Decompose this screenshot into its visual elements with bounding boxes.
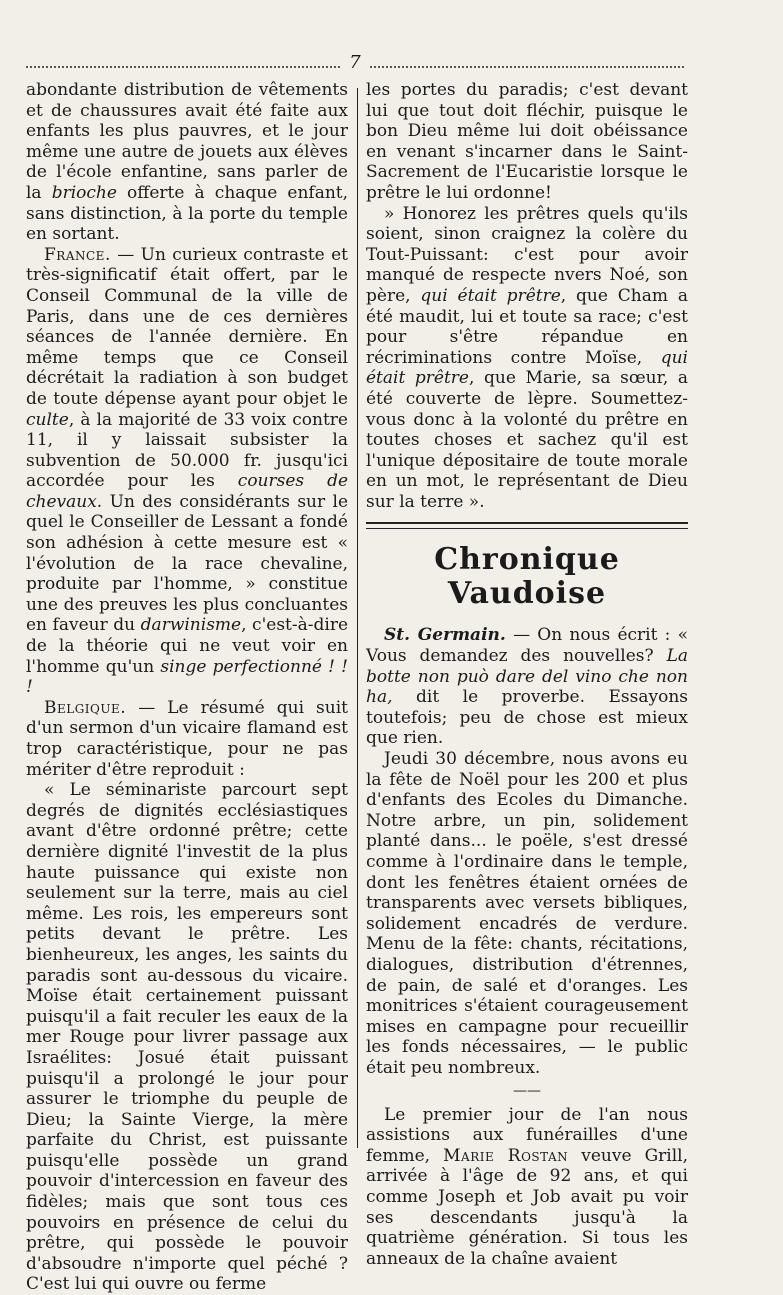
text-segment: Le premier jour de l'an nous assistions aux funérailles d'une femme, [366,1104,688,1166]
left-column [26,80,349,1295]
text-segment: dit le proverbe. Essayons toutefois; peu de chose est mieux que rien. [366,687,689,749]
text-italic: darwinisme [140,615,242,636]
paragraph-belgique [26,698,348,780]
text-segment: » Honorez les prêtres quels qu'ils soient, sinon craignez la colère du Tout-Puissant: c'est pour avoir manqué de respecte nvers Noé, son père, [366,203,688,306]
paragraph-jeudi: Jeudi 30 décembre, nous avons eu la fête de Noël pour les 200 et plus d'enfants des Ecoles du Dimanche. Notre arbre, un pin, solidement planté dans... le poële, s'est dressé comme à l'ordinaire dans le temple, dont les fenêtres étaient ornées de transparents avec versets bibliques, solidement encadrés de verdure. Menu de la fête: chants, récitations, dialogues, distribution d'étrennes, de pain, de salé et d'oranges. Les monitrices s'étaient courageusement mises en campagne pour recueillir les fonds nécessaires, — le public était peu nombreux. [366,749,688,1078]
section-rule-top [366,522,688,524]
right-column [366,80,689,1269]
text-segment: , que Cham a été maudit, lui et toute sa race; c'est pour s'être répandue en récriminations contre Moïse, [366,285,688,368]
text-segment: , c'est-à-dire de la théorie qui ne veut voir en l'homme qu'un [26,615,349,677]
separator-dash: —— [513,1082,541,1099]
text-italic: qui était prêtre [420,285,561,306]
text-italic: singe perfectionné ! ! ! [26,656,348,698]
paragraph-premier-jour [366,1105,688,1270]
paragraph-france [26,245,348,698]
section-title: Chronique Vaudoise [434,542,620,612]
text-italic: La botte non può dare del vino che non ha, [366,646,689,708]
text-segment: — Le résumé qui suit d'un sermon d'un vicaire flamand est trop caractéristique, pour ne pas mériter d'être reproduit : [26,697,348,780]
text-italic: brioche [51,182,117,203]
text-italic: qui était prêtre [366,347,688,389]
text-segment: — Un curieux contraste et très-significatif était offert, par le Conseil Communal de la ville de Paris, dans une de ces dernières séances de l'année dernière. En même temps que ce Conseil décrétait la radiation à son budget de toute dépense ayant pour objet le [26,244,348,409]
text-italic: culte [26,409,69,430]
text-segment: veuve Grill, arrivée à l'âge de 92 ans, et qui comme Joseph et Job avait pu voir ses descendants jusqu'à la quatrième génération. Si tous les anneaux de la chaîne avaient [366,1145,688,1269]
page-number: 7 [349,52,361,73]
section-rule-top-thin [366,528,688,529]
text-segment: — On nous écrit : « Vous demandez des nouvelles? [366,625,689,667]
text-segment: abondante distribution de vêtements et de chaussures avait été faite aux enfants les plus pauvres, et le jour même une autre de jouets aux élèves de l'école enfantine, sans parler de la [26,80,348,203]
column-divider [357,88,358,1148]
paragraph-distribution [26,80,348,245]
paragraph-honorez [366,204,688,513]
header-rule-right [370,66,684,68]
text-segment: , à la majorité de 33 voix contre 11, il y laissait subsister la subvention de 50.000 fr. jusqu'ici accordée pour les [26,409,348,492]
section-label-france: France. [44,244,111,265]
text-segment: offerte à chaque enfant, sans distinction, à la porte du temple en sortant. [26,182,349,245]
paragraph-st-germain [366,625,688,749]
person-name: Marie Rostan [443,1145,569,1166]
header-rule-left [26,66,340,68]
paragraph-sermon: « Le séminariste parcourt sept degrés de dignités ecclésiastiques avant d'être ordonné prêtre; cette dernière dignité l'investit de la plus haute puissance qui existe non seulement sur la terre, mais au ciel même. Les rois, les empereurs sont petits devant le prêtre. Les bienheureux, les anges, les saints du paradis sont au-dessous du vicaire. Moïse était certainement puissant puisqu'il a fait reculer les eaux de la mer Rouge pour livrer passage aux Israélites: Josué était puissant puisqu'il a prolongé le jour pour assurer le triomphe du peuple de Dieu; la Sainte Vierge, la mère parfaite du Christ, est puissante puisqu'elle possède un grand pouvoir d'intercession en faveur des fidèles; mais que sont tous ces pouvoirs en présence de celui du prêtre, qui possède le pouvoir d'absoudre n'importe quel péché ? C'est lui qui ouvre ou ferme [26,780,348,1295]
paragraph-portes: les portes du paradis; c'est devant lui que tout doit fléchir, puisque le bon Dieu même lui doit obéissance en venant s'incarner dans le Saint-Sacrement de l'Eucaristie lorsque le prêtre le lui ordonne! [366,80,688,203]
section-label-belgique: Belgique. [44,697,127,718]
text-segment: , que Marie, sa sœur, a été couverte de lèpre. Soumettez-vous donc à la volonté du prêtre en toutes choses et sachez qu'il est l'unique dépositaire de toute morale en un mot, le représentant de Dieu sur la terre ». [366,368,688,512]
section-label-st-germain: St. Germain. [384,625,506,646]
text-italic: courses de chevaux. [26,471,349,512]
text-segment: Un des considérants sur le quel le Conseiller de Lessant a fondé son adhésion à cette mesure est « l'évolution de la race chevaline, produite par l'homme, » constitue une des preuves les plus concluantes en faveur du [26,491,349,636]
